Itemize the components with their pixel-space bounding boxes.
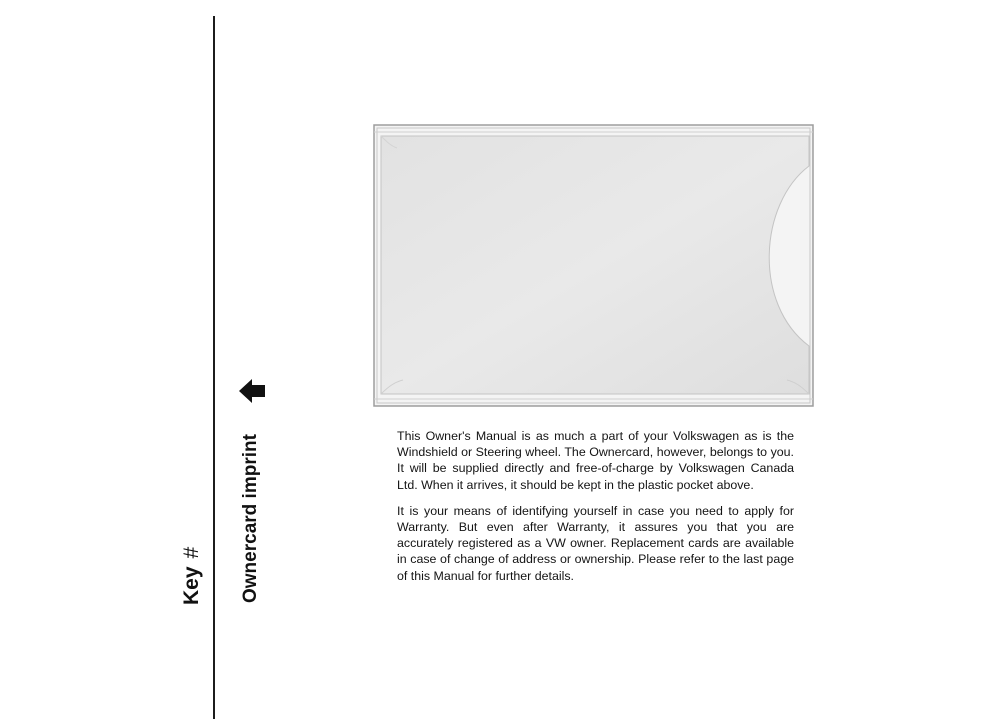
instructions-text — [397, 428, 794, 594]
key-label-text: Key — [180, 566, 203, 605]
key-hash-symbol: # — [180, 546, 203, 559]
paragraph-ownercard-intro: This Owner's Manual is as much a part of your Volkswagen as is the Windshield or Steering wheel. The Ownercard, however, belongs to you. It will be supplied directly and free-of-charge by Volkswagen Canada Ltd. When it arrives, it should be kept in the plastic pocket above. — [397, 429, 794, 492]
arrow-left-icon — [239, 378, 267, 404]
margin-rule — [213, 16, 215, 719]
key-number-label — [181, 547, 202, 605]
paragraph-ownercard-warranty: It is your means of identifying yourself in case you need to apply for Warranty. But even after Warranty, it assures you that you are accurately registered as a VW owner. Replacement cards are available in case of change of address or ownership. Please refer to the last page of this Manual for further details. — [397, 503, 794, 583]
ownercard-imprint-label: Ownercard imprint — [240, 434, 261, 603]
plastic-card-pocket-icon[interactable] — [373, 124, 814, 407]
